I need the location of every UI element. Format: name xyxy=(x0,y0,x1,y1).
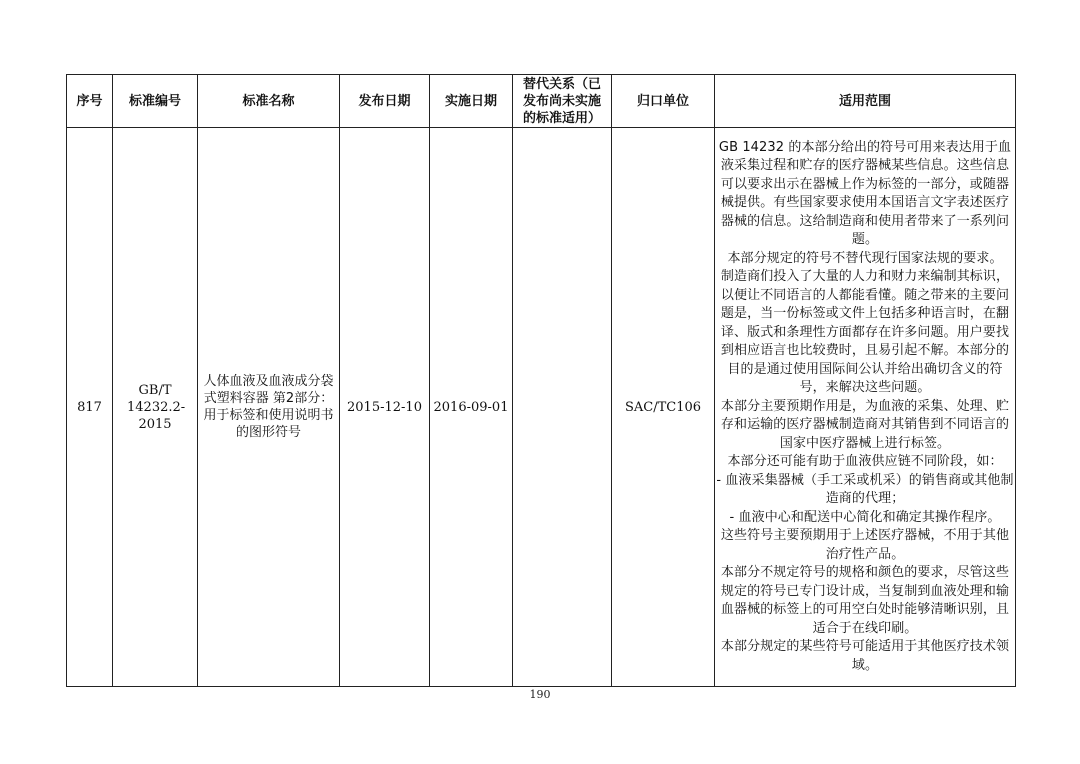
scope-paragraph: 本部分规定的符号不替代现行国家法规的要求。 xyxy=(727,250,1003,266)
scope-paragraph: GB 14232 的本部分给出的符号可用来表达用于血液采集过程和贮存的医疗器械某些信息。这些信息可以要求出示在器械上作为标签的一部分，或随器械提供。有些国家要求使用本国语言文字表述医疗器械的信息。这给制造商和使用者带来了一系列问题。 xyxy=(718,139,1012,248)
scope-paragraph: 本部分规定的某些符号可能适用于其他医疗技术领域。 xyxy=(720,639,1010,673)
table-header-row xyxy=(67,75,1016,128)
cell-replacement xyxy=(513,128,612,687)
page-number: 190 xyxy=(529,688,551,701)
cell-implement-date: 2016-09-01 xyxy=(430,128,513,687)
scope-paragraph: 本部分主要预期作用是，为血液的采集、处理、贮存和运输的医疗器械制造商对其销售到不同语言的国家中医疗器械上进行标签。 xyxy=(720,398,1010,451)
header-publish-date: 发布日期 xyxy=(340,75,430,128)
header-unit: 归口单位 xyxy=(612,75,715,128)
header-code: 标准编号 xyxy=(113,75,198,128)
scope-paragraph: - 血液中心和配送中心简化和确定其操作程序。 xyxy=(729,509,1001,525)
cell-index: 817 xyxy=(67,128,113,687)
cell-name: 人体血液及血液成分袋式塑料容器 第2部分：用于标签和使用说明书的图形符号 xyxy=(198,128,340,687)
header-name: 标准名称 xyxy=(198,75,340,128)
cell-code: GB/T 14232.2-2015 xyxy=(113,128,198,687)
scope-paragraph: 本部分不规定符号的规格和颜色的要求，尽管这些规定的符号已专门设计成，当复制到血液处理和输血器械的标签上的可用空白处时能够清晰识别，且适合于在线印刷。 xyxy=(720,565,1010,636)
cell-scope xyxy=(715,128,1016,687)
header-implement-date: 实施日期 xyxy=(430,75,513,128)
header-scope: 适用范围 xyxy=(715,75,1016,128)
scope-paragraph: - 血液采集器械（手工采或机采）的销售商或其他制造商的代理； xyxy=(716,472,1014,507)
cell-publish-date: 2015-12-10 xyxy=(340,128,430,687)
header-index: 序号 xyxy=(67,75,113,128)
table-row xyxy=(67,128,1016,687)
standards-table xyxy=(66,74,1016,687)
header-replacement: 替代关系（已发布尚未实施的标准适用） xyxy=(513,75,612,128)
cell-unit: SAC/TC106 xyxy=(612,128,715,687)
scope-paragraph: 制造商们投入了大量的人力和财力来编制其标识，以便让不同语言的人都能看懂。随之带来的主要问题是，当一份标签或文件上包括多种语言时，在翻译、版式和条理性方面都存在许多问题。用户要找到相应语言也比较费时，且易引起不解。本部分的目的是通过使用国际间公认并给出确切含义的符号，来解决这些问题。 xyxy=(720,269,1010,396)
scope-paragraph: 本部分还可能有助于血液供应链不同阶段，如： xyxy=(727,454,1003,470)
scope-paragraph: 这些符号主要预期用于上述医疗器械，不用于其他治疗性产品。 xyxy=(720,528,1010,562)
